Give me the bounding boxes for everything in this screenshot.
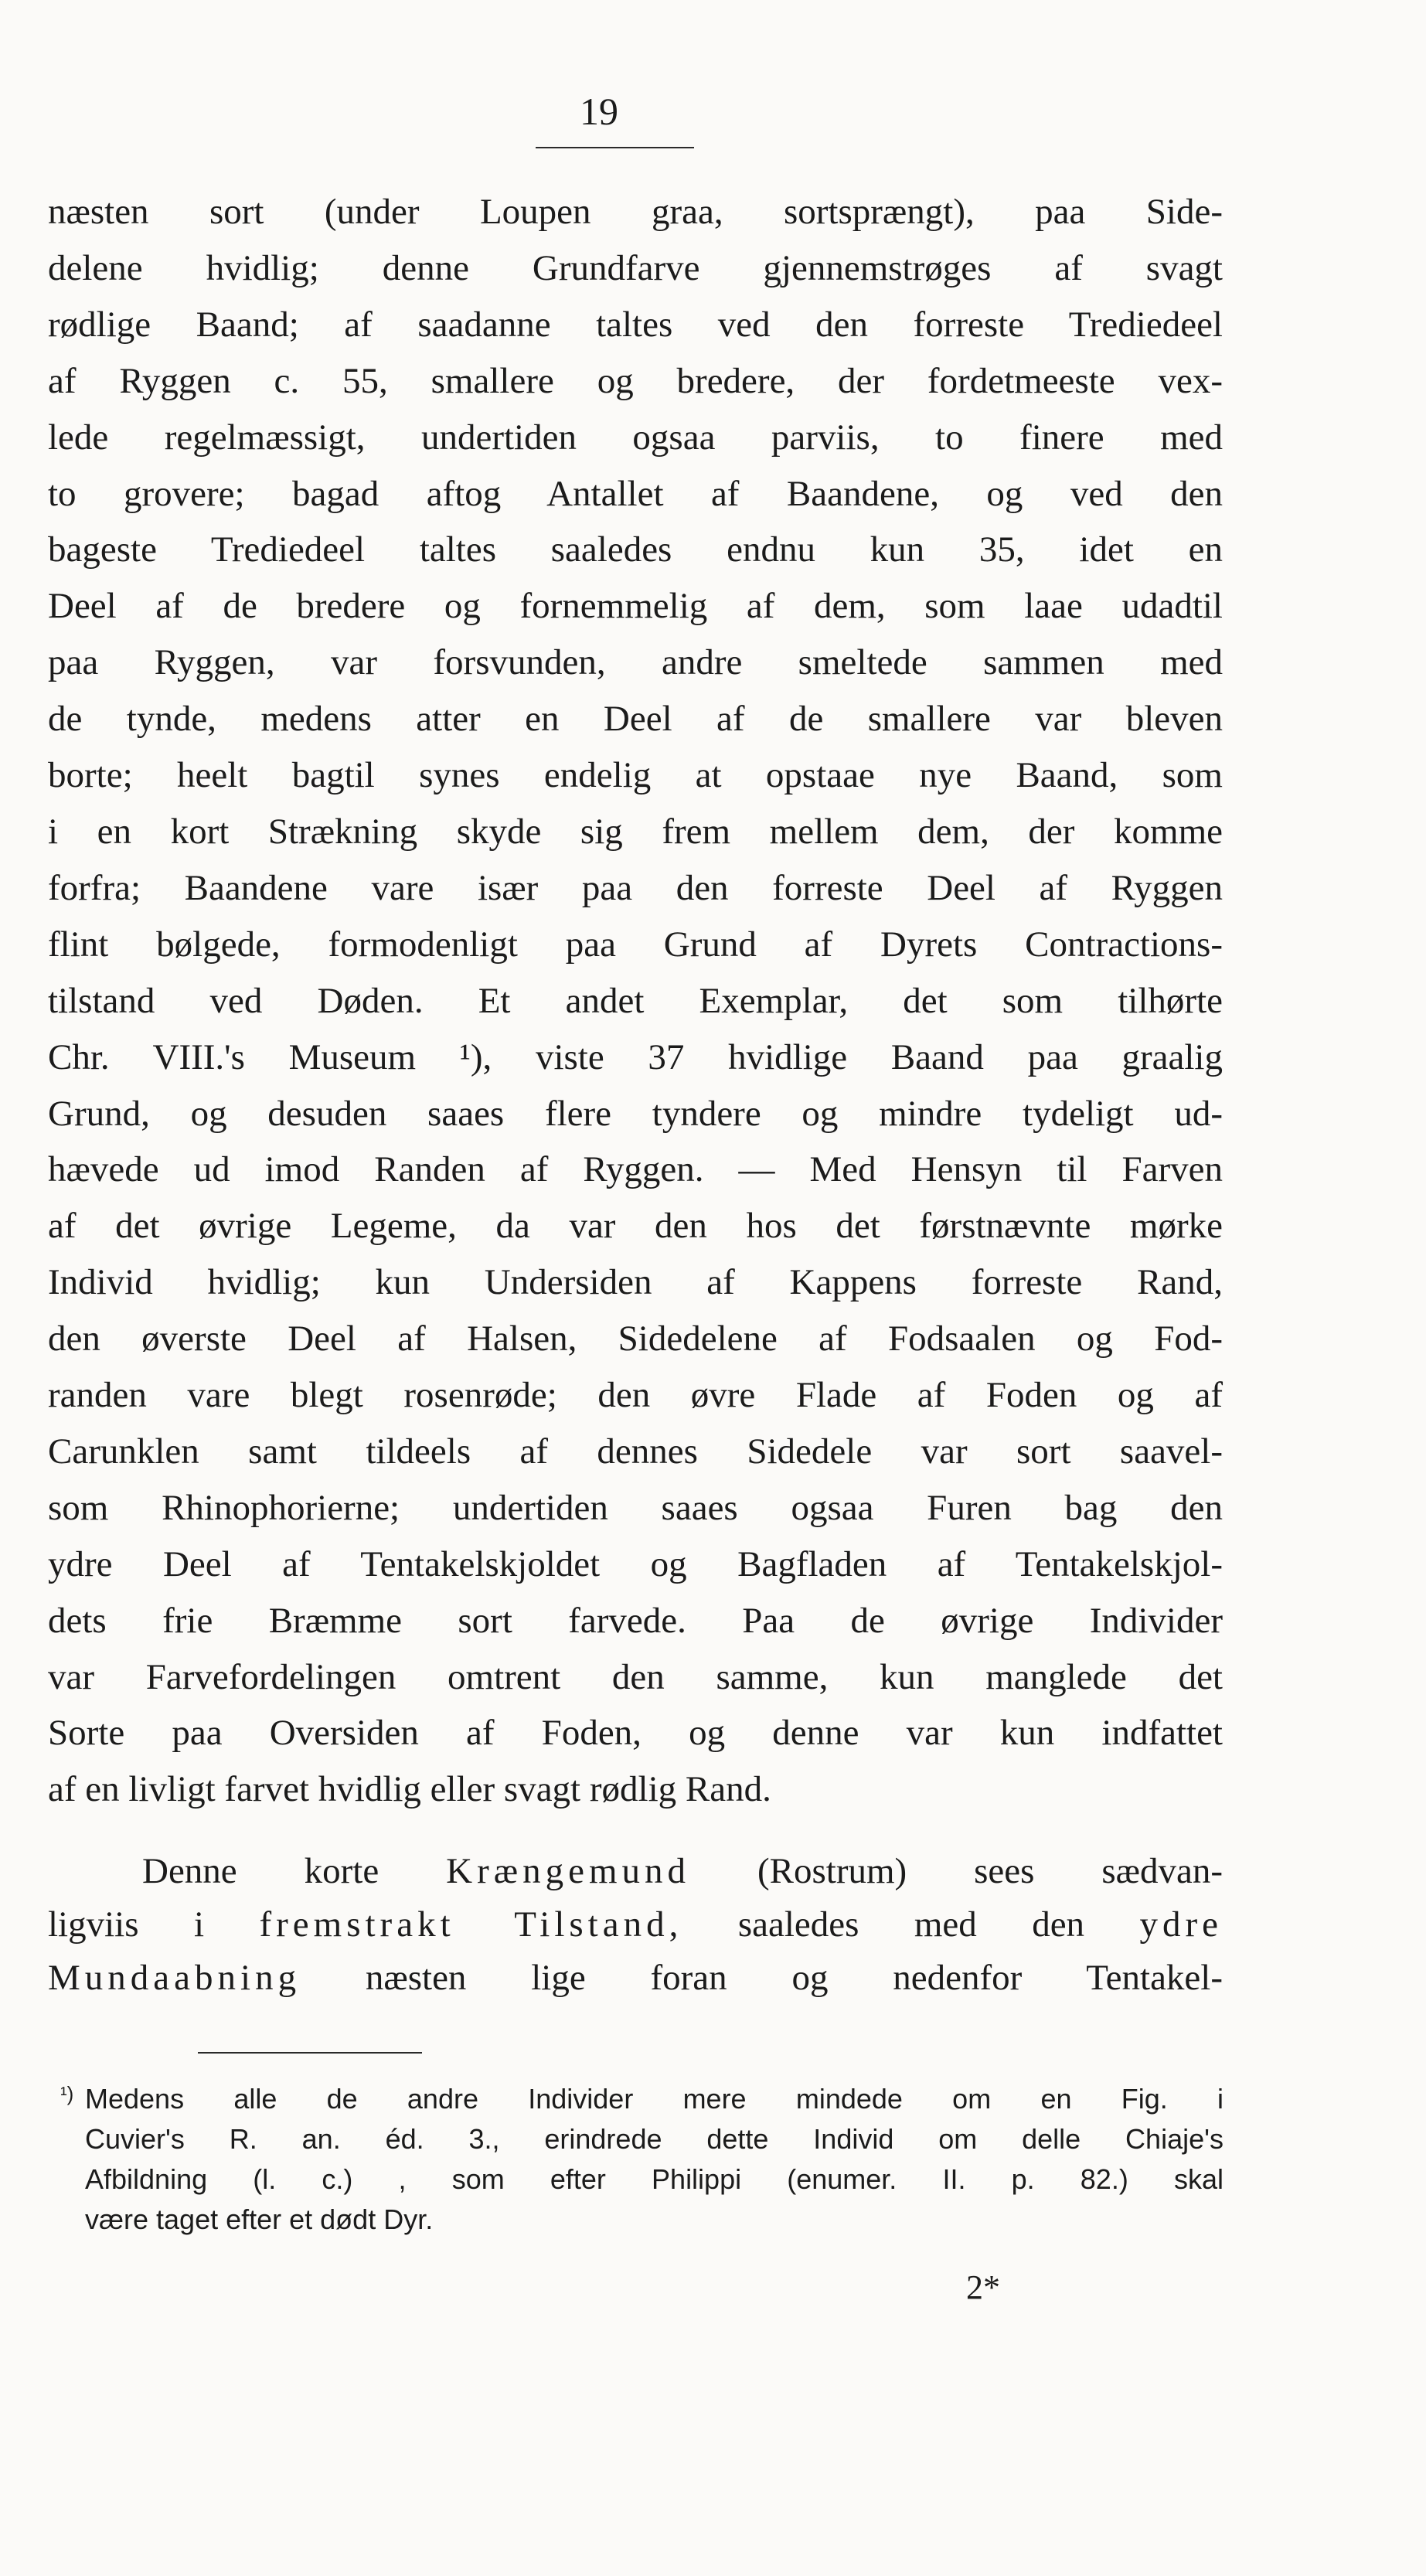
text-line: de tynde, medens atter en Deel af de smallere var bleven	[48, 699, 1223, 740]
text-line: delene hvidlig; denne Grundfarve gjennemstrøges af svagt	[48, 247, 1223, 288]
text-line: rødlige Baand; af saadanne taltes ved den forreste Trediedeel	[48, 304, 1223, 345]
spaced-term: ydre	[1139, 1904, 1224, 1945]
spaced-term: Krængemund	[446, 1851, 691, 1891]
footnote-rule	[198, 2052, 422, 2054]
text-line	[48, 1898, 1223, 1952]
text-line: var Farvefordelingen omtrent den samme, kun manglede det	[48, 1656, 1223, 1697]
text-line: paa Ryggen, var forsvunden, andre smeltede sammen med	[48, 642, 1223, 683]
text-line: af en livligt farvet hvidlig eller svagt rødlig Rand.	[48, 1769, 771, 1810]
text-line	[48, 1952, 1223, 2005]
text-line: forfra; Baandene vare især paa den forreste Deel af Ryggen	[48, 867, 1223, 908]
text-run: saaledes med den	[737, 1904, 1085, 1945]
text-line: Grund, og desuden saaes flere tyndere og mindre tydeligt ud-	[48, 1093, 1223, 1134]
signature-mark: 2*	[966, 2268, 1000, 2306]
footnote-line	[60, 2074, 1224, 2119]
paragraph-2	[48, 1845, 1223, 2005]
text-line: af Ryggen c. 55, smallere og bredere, der fordetmeeste vex-	[48, 360, 1223, 401]
text-line: to grovere; bagad aftog Antallet af Baandene, og ved den	[48, 473, 1223, 514]
text-line: lede regelmæssigt, undertiden ogsaa parviis, to finere med	[48, 417, 1223, 458]
text-line: borte; heelt bagtil synes endelig at opstaae nye Baand, som	[48, 755, 1223, 796]
footnote-text: Medens alle de andre Individer mere mindede om en Fig. i	[85, 2083, 1224, 2115]
text-run: Denne korte	[142, 1851, 379, 1891]
text-line: næsten sort (under Loupen graa, sortsprængt), paa Side-	[48, 192, 1223, 232]
text-line: tilstand ved Døden. Et andet Exemplar, det som tilhørte	[48, 980, 1223, 1021]
text-line: flint bølgede, formodenligt paa Grund af Dyrets Contractions-	[48, 924, 1223, 965]
text-run: næsten lige foran og nedenfor Tentakel-	[365, 1958, 1223, 1998]
text-line: Deel af de bredere og fornemmelig af dem, som laae udadtil	[48, 586, 1223, 627]
text-line: den øverste Deel af Halsen, Sidedelene af Fodsaalen og Fod-	[48, 1319, 1223, 1359]
text-line: ydre Deel af Tentakelskjoldet og Bagfladen af Tentakelskjol-	[48, 1543, 1223, 1584]
text-line	[48, 1845, 1223, 1898]
spaced-term: fremstrakt Tilstand,	[259, 1904, 683, 1945]
text-line: hævede ud imod Randen af Ryggen. — Med Hensyn til Farven	[48, 1149, 1223, 1190]
page-number: 19	[580, 90, 618, 133]
text-line: i en kort Strækning skyde sig frem mellem dem, der komme	[48, 811, 1223, 852]
text-line: af det øvrige Legeme, da var den hos det førstnævnte mørke	[48, 1206, 1223, 1247]
footnote	[60, 2074, 1224, 2240]
text-line: som Rhinophorierne; undertiden saaes ogsaa Furen bag den	[48, 1487, 1223, 1528]
text-line: Sorte paa Oversiden af Foden, og denne var kun indfattet	[48, 1713, 1223, 1754]
text-line: Chr. VIII.'s Museum ¹), viste 37 hvidlige Baand paa graalig	[48, 1036, 1223, 1077]
footnote-line: være taget efter et dødt Dyr.	[85, 2203, 434, 2235]
text-line: dets frie Bræmme sort farvede. Paa de øvrige Individer	[48, 1600, 1223, 1641]
footnote-line: Afbildning (l. c.) , som efter Philippi (enumer. II. p. 82.) skal	[85, 2163, 1224, 2195]
footnote-marker: ¹)	[60, 2082, 74, 2105]
text-line: bageste Trediedeel taltes saaledes endnu kun 35, idet en	[48, 529, 1223, 570]
text-run: ligviis i	[48, 1904, 205, 1945]
footnote-line: Cuvier's R. an. éd. 3., erindrede dette Individ om delle Chiaje's	[85, 2123, 1224, 2155]
text-line: Carunklen samt tildeels af dennes Sidedele var sort saavel-	[48, 1431, 1223, 1472]
paragraph-1	[48, 184, 1223, 1818]
text-line: randen vare blegt rosenrøde; den øvre Flade af Foden og af	[48, 1375, 1223, 1416]
spaced-term: Mundaabning	[48, 1958, 301, 1998]
header-rule	[536, 147, 694, 148]
text-line: Individ hvidlig; kun Undersiden af Kappens forreste Rand,	[48, 1262, 1223, 1303]
text-run: (Rostrum) sees sædvan-	[757, 1851, 1224, 1891]
